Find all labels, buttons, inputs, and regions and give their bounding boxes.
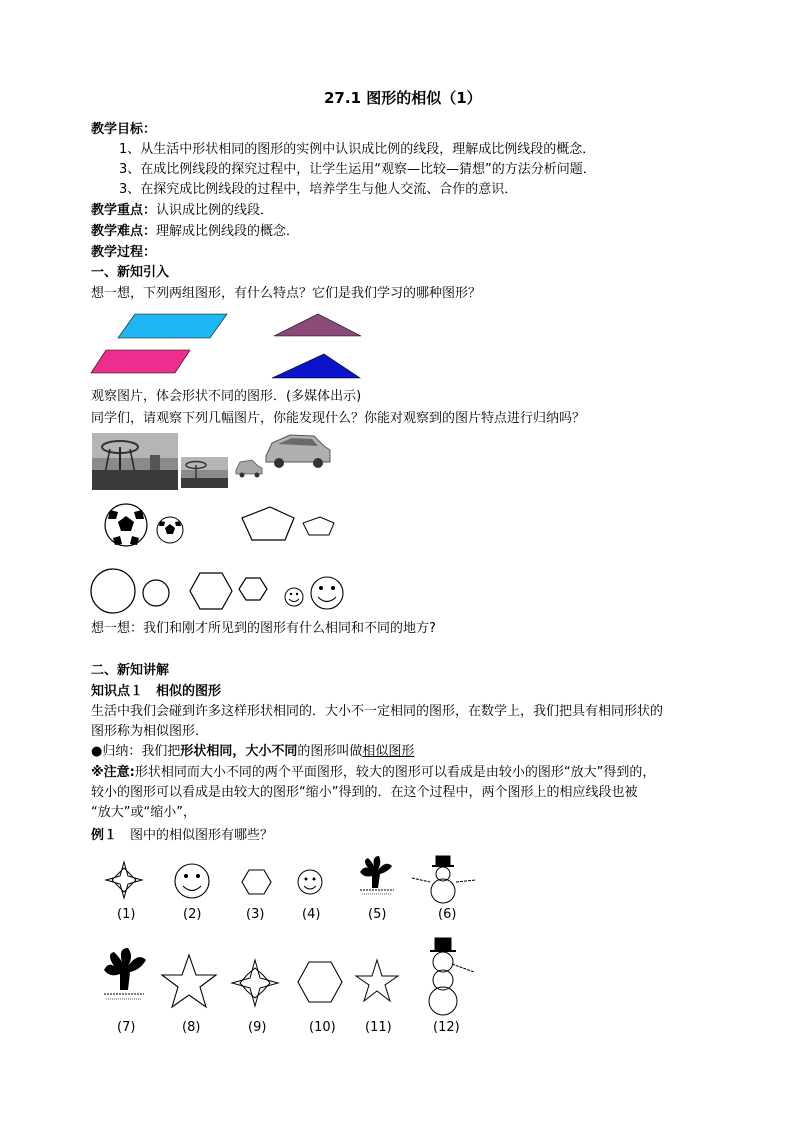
figure-label-1: (1) — [117, 907, 136, 922]
difficulty-text: 理解成比例线段的概念． — [156, 224, 300, 239]
figure-label-10: (10) — [309, 1020, 336, 1035]
figure-label-8: (8) — [182, 1020, 201, 1035]
summary-mid: 的图形叫做 — [297, 744, 363, 759]
figure-label-9: (9) — [248, 1020, 267, 1035]
section1-observe: 观察图片，体会形状不同的图形．(多媒体出示) — [91, 389, 362, 404]
figure-label-4: (4) — [302, 907, 321, 922]
figure-10-hexagon — [298, 962, 342, 1002]
section1-question: 想一想，下列两组图形，有什么特点？它们是我们学习的哪种图形？ — [91, 286, 482, 301]
key-point-text: 认识成比例的线段． — [156, 203, 274, 218]
figure-label-12: (12) — [433, 1020, 460, 1035]
para1-line1: 生活中我们会碰到许多这样形状相同的．大小不一定相同的图形，在数学上，我们把具有相同形状的 — [91, 704, 664, 719]
knowledge-point-label: 知识点１ — [91, 684, 144, 699]
section2-heading: 二、新知讲解 — [91, 663, 170, 678]
note-label: ※注意: — [91, 765, 135, 780]
para1-line2: 图形称为相似图形． — [91, 724, 209, 739]
figure-8-star — [162, 955, 216, 1007]
figure-7-tree — [104, 948, 146, 999]
process-label: 教学过程： — [91, 245, 157, 260]
figure-label-11: (11) — [365, 1020, 392, 1035]
figure-label-3: (3) — [246, 907, 265, 922]
note-line2: 较小的图形可以看成是由较大的图形“缩小”得到的．在这个过程中，两个图形上的相应线段也被 — [91, 785, 638, 800]
figure-label-6: (6) — [438, 907, 457, 922]
note-line1-text: 形状相同而大小不同的两个平面图形，较大的图形可以看成是由较小的图形“放大”得到的， — [134, 765, 656, 780]
summary-prefix: ●归纳：我们把 — [91, 744, 181, 759]
example-text: 图中的相似图形有哪些？ — [130, 828, 274, 843]
difficulty-label: 教学难点： — [91, 224, 157, 239]
goal-item-1: 1、从生活中形状相同的图形的实例中认识成比例的线段，理解成比例线段的概念． — [119, 142, 596, 157]
summary-bold: 形状相同，大小不同 — [180, 744, 298, 759]
summary-term: 相似图形 — [362, 744, 415, 759]
key-point-label: 教学重点： — [91, 203, 157, 218]
page-title: 27.1 图形的相似（1） — [324, 89, 482, 107]
figure-label-5: (5) — [368, 907, 387, 922]
figure-11-star — [356, 960, 398, 1001]
note-line3: “放大”或“缩小”， — [91, 805, 196, 820]
example-label: 例１ — [91, 828, 118, 843]
figure-label-7: (7) — [117, 1020, 136, 1035]
goal-item-2: 3、在成比例线段的探究过程中，让学生运用“观察—比较—猜想”的方法分析问题． — [119, 162, 596, 177]
figure-12-snowman — [429, 938, 474, 1015]
goal-item-3: 3、在探究成比例线段的过程中，培养学生与他人交流、合作的意识． — [119, 182, 518, 197]
figure-label-2: (2) — [183, 907, 202, 922]
section1-heading: 一、新知引入 — [91, 265, 170, 280]
goals-label: 教学目标： — [91, 122, 157, 137]
section1-think: 想一想：我们和刚才所见到的图形有什么相同和不同的地方? — [91, 621, 436, 636]
figure-9-star-flower — [232, 960, 278, 1006]
section1-prompt: 同学们，请观察下列几幅图片，你能发现什么？你能对观察到的图片特点进行归纳吗？ — [91, 411, 586, 426]
knowledge-point-title: 相似的图形 — [156, 684, 222, 699]
